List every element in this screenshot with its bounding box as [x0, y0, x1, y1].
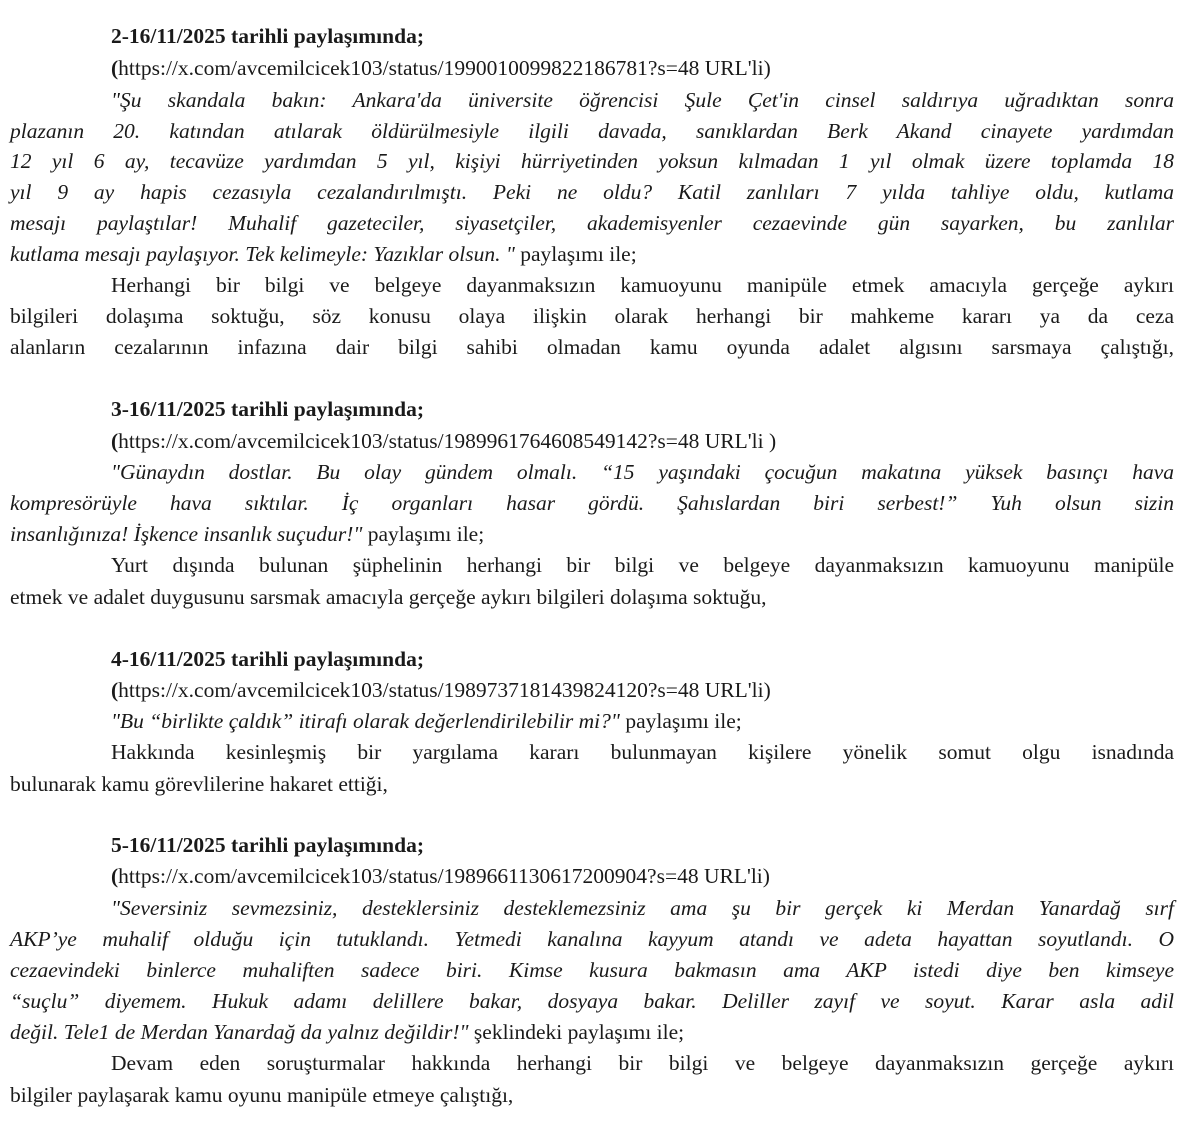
- quote-last-line: "Bu “birlikte çaldık” itirafı olarak değerlendirilebilir mi?" paylaşımı ile;: [111, 709, 742, 733]
- url-line: (https://x.com/avcemilcicek103/status/1990010099822186781?s=48 URL'li): [111, 56, 771, 80]
- body-line: alanların cezalarının infazına dair bilgi sahibi olmadan kamu oyunda adalet algısını sarsmaya çalıştığı,: [10, 335, 1174, 359]
- post-url: https://x.com/avcemilcicek103/status/1989661130617200904?s=48 URL'li): [118, 864, 770, 888]
- quote-line: yıl 9 ay hapis cezasıyla cezalandırılmıştı. Peki ne oldu? Katil zanlıları 7 yılda tahliye oldu, kutlama: [10, 180, 1174, 204]
- section-heading: 2-16/11/2025 tarihli paylaşımında;: [111, 24, 424, 48]
- section-heading: 4-16/11/2025 tarihli paylaşımında;: [111, 647, 424, 671]
- quote-line: plazanın 20. katından atılarak öldürülmesiyle ilgili davada, sanıklardan Berk Akand cinayete yardımdan: [10, 119, 1174, 143]
- post-url: https://x.com/avcemilcicek103/status/1990010099822186781?s=48 URL'li): [118, 56, 771, 80]
- quote-line: mesajı paylaştılar! Muhalif gazeteciler, siyasetçiler, akademisyenler cezaevinde gün sayarken, bu zanlılar: [10, 211, 1174, 235]
- quote-last-line: kutlama mesajı paylaşıyor. Tek kelimeyle: Yazıklar olsun. " paylaşımı ile;: [10, 242, 637, 266]
- quote-line: "Günaydın dostlar. Bu olay gündem olmalı. “15 yaşındaki çocuğun makatına yüksek basınçı hava: [111, 460, 1174, 484]
- quote-line: 12 yıl 6 ay, tecavüze yardımdan 5 yıl, kişiyi hürriyetinden yoksun kılmadan 1 yıl olmak üzere toplamda 18: [10, 149, 1174, 173]
- body-line: Hakkında kesinleşmiş bir yargılama kararı bulunmayan kişilere yönelik somut olgu isnadında: [111, 740, 1174, 764]
- quote-line: "Şu skandala bakın: Ankara'da üniversite öğrencisi Şule Çet'in cinsel saldırıya uğradıktan sonra: [111, 88, 1174, 112]
- section-heading: 5-16/11/2025 tarihli paylaşımında;: [111, 833, 424, 857]
- post-url: https://x.com/avcemilcicek103/status/1989961764608549142?s=48 URL'li ): [118, 429, 777, 453]
- quote-last-line: insanlığınıza! İşkence insanlık suçudur!" paylaşımı ile;: [10, 522, 485, 546]
- url-line: (https://x.com/avcemilcicek103/status/1989661130617200904?s=48 URL'li): [111, 864, 770, 888]
- body-line: etmek ve adalet duygusunu sarsmak amacıyla gerçeğe aykırı bilgileri dolaşıma soktuğu,: [10, 585, 767, 609]
- quote-last-line: değil. Tele1 de Merdan Yanardağ da yalnız değildir!" şeklindeki paylaşımı ile;: [10, 1020, 685, 1044]
- body-line: bulunarak kamu görevlilerine hakaret ettiği,: [10, 772, 388, 796]
- url-line: (https://x.com/avcemilcicek103/status/1989737181439824120?s=48 URL'li): [111, 678, 771, 702]
- section-heading: 3-16/11/2025 tarihli paylaşımında;: [111, 397, 424, 421]
- quote-line: kompresörüyle hava sıktılar. İç organları hasar gördü. Şahıslardan biri serbest!” Yuh olsun sizin: [10, 491, 1174, 515]
- quote-line: AKP’ye muhalif olduğu için tutuklandı. Yetmedi kanalına kayyum atandı ve adeta hayattan soyutlandı. O: [10, 927, 1174, 951]
- body-line: Herhangi bir bilgi ve belgeye dayanmaksızın kamuoyunu manipüle etmek amacıyla gerçeğe aykırı: [111, 273, 1174, 297]
- body-line: bilgileri dolaşıma soktuğu, söz konusu olaya ilişkin olarak herhangi bir mahkeme kararı ya da ceza: [10, 304, 1174, 328]
- body-line: Devam eden soruşturmalar hakkında herhangi bir bilgi ve belgeye dayanmaksızın gerçeğe aykırı: [111, 1051, 1174, 1075]
- body-line: Yurt dışında bulunan şüphelinin herhangi bir bilgi ve belgeye dayanmaksızın kamuoyunu manipüle: [111, 553, 1174, 577]
- quote-line: “suçlu” diyemem. Hukuk adamı delillere bakar, dosyaya bakar. Deliller zayıf ve soyut. Karar asla adil: [10, 989, 1174, 1013]
- quote-line: cezaevindeki binlerce muhaliften sadece biri. Kimse kusura bakmasın ama AKP istedi diye ben kimseye: [10, 958, 1174, 982]
- post-url: https://x.com/avcemilcicek103/status/1989737181439824120?s=48 URL'li): [118, 678, 771, 702]
- body-line: bilgiler paylaşarak kamu oyunu manipüle etmeye çalıştığı,: [10, 1083, 514, 1107]
- url-line: (https://x.com/avcemilcicek103/status/1989961764608549142?s=48 URL'li ): [111, 429, 777, 453]
- quote-line: "Seversiniz sevmezsiniz, desteklersiniz desteklemezsiniz ama şu bir gerçek ki Merdan Yanardağ sırf: [111, 896, 1174, 920]
